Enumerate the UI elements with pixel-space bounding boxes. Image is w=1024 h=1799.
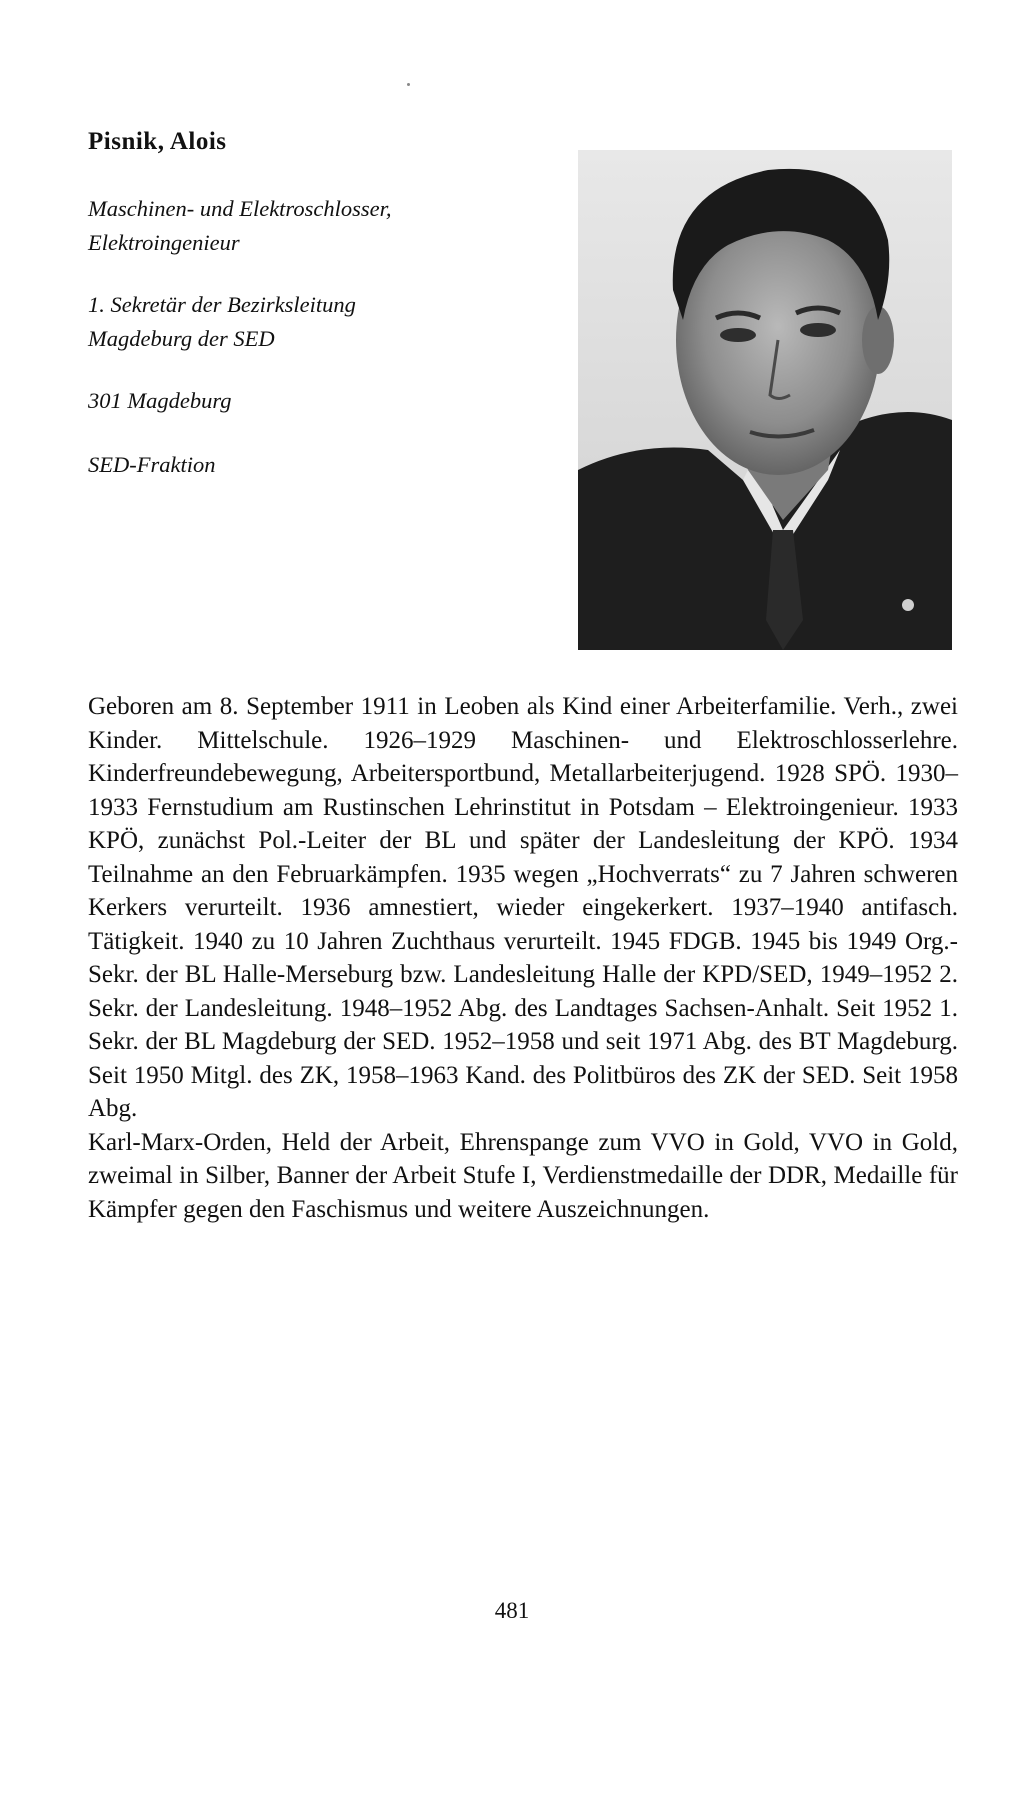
- entry-address: 301 Magdeburg: [88, 388, 232, 413]
- page-number: 481: [494, 1598, 530, 1623]
- portrait-photo-icon: [578, 150, 952, 650]
- entry-name: Pisnik, Alois: [88, 128, 227, 155]
- occupation-line-2: Elektroingenieur: [88, 230, 240, 255]
- entry-occupation: [88, 192, 392, 260]
- occupation-line-1: Maschinen- und Elektroschlosser,: [88, 196, 392, 221]
- position-line-1: 1. Sekretär der Bezirksleitung: [88, 292, 356, 317]
- biography-paragraph-2: Karl-Marx-Orden, Held der Arbeit, Ehrenspange zum VVO in Gold, VVO in Gold, zweimal in Silber, Banner der Arbeit Stufe I, Verdienstmedaille der DDR, Medaille für Kämpfer gegen den Faschismus und weitere Auszeichnungen.: [88, 1128, 958, 1223]
- entry-faction: SED-Fraktion: [88, 452, 216, 477]
- position-line-2: Magdeburg der SED: [88, 326, 275, 351]
- entry-position: [88, 288, 356, 356]
- biography: [88, 690, 958, 1226]
- scan-speck: [407, 83, 410, 86]
- biography-paragraph-1: Geboren am 8. September 1911 in Leoben als Kind einer Arbeiterfamilie. Verh., zwei Kinder. Mittelschule. 1926–1929 Maschinen- und Elektroschlosserlehre. Kinderfreundebewegung, Arbeitersportbund, Metallarbeiterjugend. 1928 SPÖ. 1930–1933 Fernstudium am Rustinschen Lehrinstitut in Potsdam – Elektroingenieur. 1933 KPÖ, zunächst Pol.-Leiter der BL und später der Landesleitung der KPÖ. 1934 Teilnahme an den Februarkämpfen. 1935 wegen „Hochverrats“ zu 7 Jahren schweren Kerkers verurteilt. 1936 amnestiert, wieder eingekerkert. 1937–1940 antifasch. Tätigkeit. 1940 zu 10 Jahren Zuchthaus verurteilt. 1945 FDGB. 1945 bis 1949 Org.-Sekr. der BL Halle-Merseburg bzw. Landesleitung Halle der KPD/SED, 1949–1952 2. Sekr. der Landesleitung. 1948–1952 Abg. des Landtages Sachsen-Anhalt. Seit 1952 1. Sekr. der BL Magdeburg der SED. 1952–1958 und seit 1971 Abg. des BT Magdeburg. Seit 1950 Mitgl. des ZK, 1958–1963 Kand. des Politbüros des ZK der SED. Seit 1958 Abg.: [88, 693, 958, 1122]
- portrait-photo: [578, 150, 952, 650]
